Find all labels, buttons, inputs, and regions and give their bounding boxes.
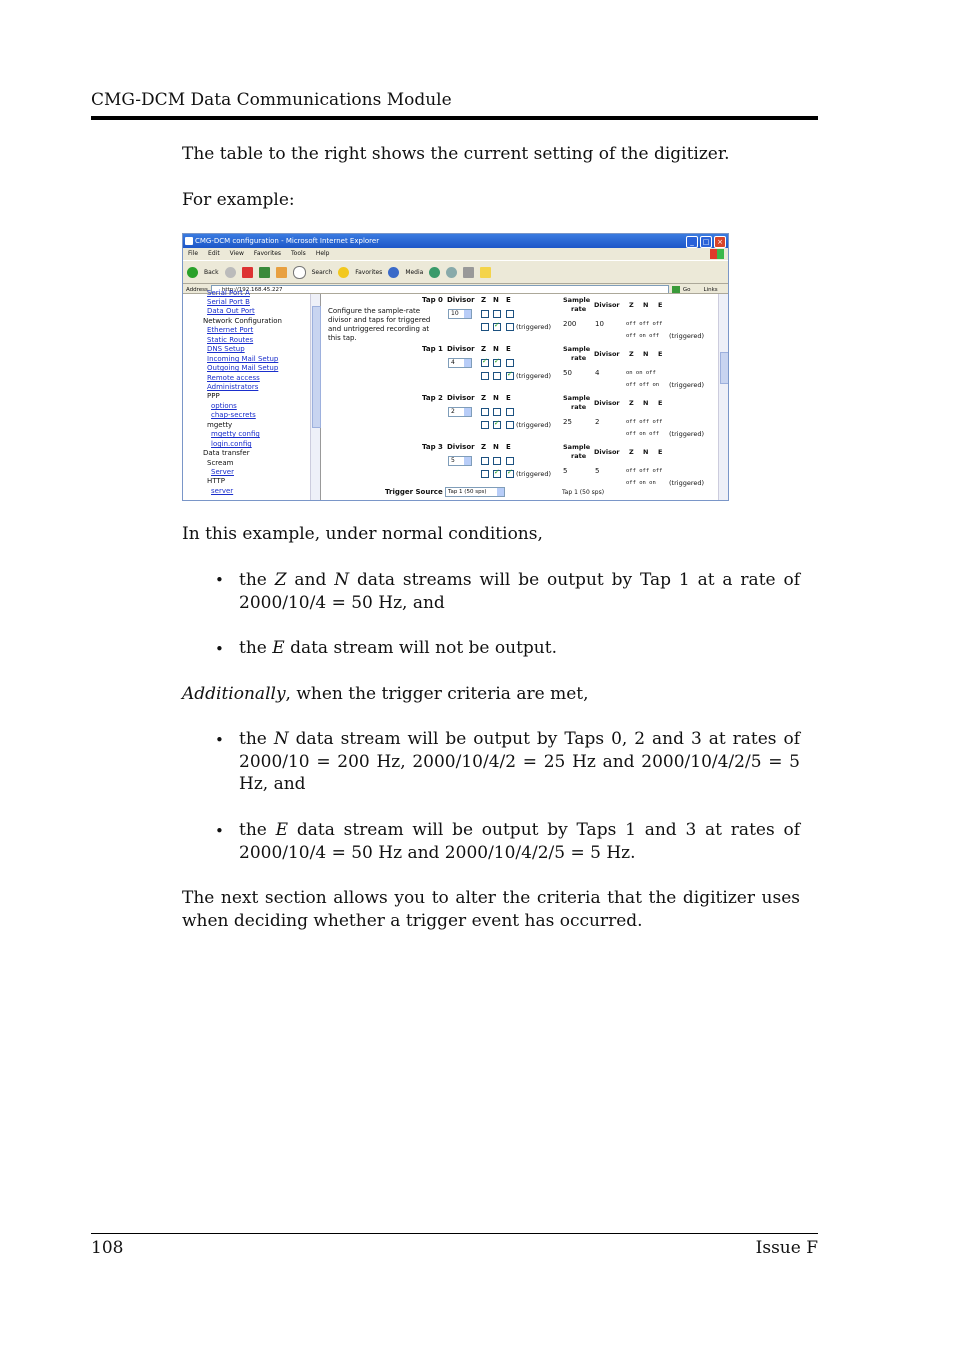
next-section-paragraph: The next section allows you to alter the criteria that the digitizer uses when deciding whether a trigger event has occurred. [182, 888, 800, 931]
normal-checkbox[interactable] [481, 457, 489, 465]
triggered-checkbox[interactable] [493, 323, 501, 331]
window-title: CMG-DCM configuration - Microsoft Internet Explorer [195, 237, 380, 245]
normal-checkbox[interactable] [481, 359, 489, 367]
normal-checkbox[interactable] [506, 359, 514, 367]
divisor-header: Divisor [594, 399, 620, 407]
nav-mgetty: mgetty [207, 421, 233, 429]
nav-remote-access[interactable]: Remote access [207, 374, 260, 382]
triggered-label: (triggered) [669, 479, 705, 487]
nav-http-server[interactable]: server [211, 487, 234, 495]
for-example-paragraph: For example: [182, 190, 295, 210]
triggered-label: (triggered) [669, 332, 705, 340]
n-header: N [493, 345, 499, 353]
stop-icon[interactable] [242, 267, 253, 278]
triggered-streams: off off on [626, 382, 660, 388]
triggered-checkbox[interactable] [481, 372, 489, 380]
bullet-marker: • [215, 731, 224, 749]
maximize-icon[interactable]: □ [700, 236, 712, 248]
nav-scream: Scream [207, 459, 234, 467]
edit-icon[interactable] [480, 267, 491, 278]
menu-help[interactable]: Help [315, 250, 330, 257]
forward-icon[interactable] [225, 267, 236, 278]
triggered-checkbox[interactable] [481, 421, 489, 429]
triggered-checkbox[interactable] [506, 372, 514, 380]
bullet-marker: • [215, 822, 224, 840]
e-header: E [658, 399, 663, 407]
main-frame [321, 294, 728, 501]
divisor-value: 10 [595, 320, 604, 328]
header-rule [91, 116, 818, 120]
nav-login-config[interactable]: login.config [211, 440, 252, 448]
menu-favorites[interactable]: Favorites [253, 250, 282, 257]
n-header: N [493, 394, 499, 402]
e-header: E [506, 345, 511, 353]
menu-bar [183, 248, 728, 260]
tap-description: Configure the sample-rate divisor and taps for triggered and untriggered recording at this tap. [328, 307, 431, 342]
triggered-label: (triggered) [669, 430, 705, 438]
nav-ethernet-port[interactable]: Ethernet Port [207, 326, 254, 334]
triggered-label: (triggered) [516, 372, 552, 380]
triggered-label: (triggered) [516, 470, 552, 478]
e-header: E [506, 443, 511, 451]
bullet-n-triggered: the N data stream will be output by Taps 0, 2 and 3 at rates of 2000/10 = 200 Hz, 2000/10/4/2 = 25 Hz and 2000/10/4/2/5 = 5 Hz, and [239, 729, 801, 794]
media-icon[interactable] [388, 267, 399, 278]
triggered-checkbox[interactable] [493, 372, 501, 380]
normal-streams: off off off [626, 468, 663, 474]
bullet-e-triggered: the E data stream will be output by Taps 1 and 3 at rates of 2000/10/4 = 50 Hz and 2000/10/4/2/5 = 5 Hz. [239, 820, 800, 863]
n-header: N [643, 399, 649, 407]
bullet-marker: • [215, 571, 224, 589]
divisor-header: Divisor [594, 301, 620, 309]
browser-screenshot [182, 233, 729, 501]
z-header: Z [629, 301, 634, 309]
normal-checkbox[interactable] [506, 408, 514, 416]
nav-outgoing-mail-setup[interactable]: Outgoing Mail Setup [207, 364, 279, 372]
nav-data-transfer: Data transfer [203, 449, 250, 457]
go-button[interactable]: Go [682, 286, 691, 293]
triggered-checkbox[interactable] [506, 323, 514, 331]
trigger-source-current: Tap 1 (50 sps) [562, 489, 605, 496]
z-header: Z [481, 394, 487, 402]
tap-label: Tap 3 [422, 443, 443, 451]
favorites-star-icon[interactable] [338, 267, 349, 278]
rate-header: rate [571, 403, 587, 411]
history-icon[interactable] [429, 267, 440, 278]
divisor-value: 4 [595, 369, 600, 377]
rate-header: rate [571, 452, 587, 460]
triggered-checkbox[interactable] [481, 470, 489, 478]
window-titlebar [183, 234, 728, 248]
nav-network-configuration: Network Configuration [203, 317, 282, 325]
toolbar [183, 260, 728, 284]
normal-checkbox[interactable] [493, 457, 501, 465]
nav-ppp: PPP [207, 392, 220, 400]
nav-data-out-port[interactable]: Data Out Port [207, 307, 255, 315]
e-header: E [658, 350, 663, 358]
search-icon[interactable] [293, 266, 306, 279]
under-normal-paragraph: In this example, under normal conditions, [182, 524, 543, 544]
normal-streams: off off off [626, 321, 663, 327]
normal-checkbox[interactable] [506, 457, 514, 465]
normal-streams: off off off [626, 419, 663, 425]
triggered-label: (triggered) [669, 381, 705, 389]
trigger-source-label: Trigger Source [385, 488, 443, 496]
divisor-value: 5 [595, 467, 600, 475]
running-header: CMG-DCM Data Communications Module [91, 90, 452, 110]
intro-paragraph: The table to the right shows the current setting of the digitizer. [182, 144, 730, 164]
n-header: N [643, 350, 649, 358]
nav-scream-server[interactable]: Server [211, 468, 234, 476]
close-icon[interactable]: × [714, 236, 726, 248]
refresh-icon[interactable] [259, 267, 270, 278]
nav-incoming-mail-setup[interactable]: Incoming Mail Setup [207, 355, 279, 363]
links-button[interactable]: Links [703, 286, 718, 293]
triggered-label: (triggered) [516, 323, 552, 331]
e-header: E [506, 296, 511, 304]
trigger-source-select[interactable]: Tap 1 (50 sps) [445, 487, 505, 497]
nav-administrators[interactable]: Administrators [207, 383, 259, 391]
minimize-icon[interactable]: _ [686, 236, 698, 248]
divisor-select[interactable]: 4 [448, 358, 472, 368]
menu-tools[interactable]: Tools [291, 250, 306, 257]
footer-rule [91, 1233, 818, 1234]
triggered-streams: off on off [626, 431, 660, 437]
bullet-e-stream: the E data stream will not be output. [239, 638, 557, 658]
divisor-header: Divisor [447, 443, 475, 451]
rate-header: rate [571, 305, 587, 313]
media-label[interactable]: Media [405, 268, 424, 276]
rate-header: rate [571, 354, 587, 362]
triggered-streams: off on on [626, 480, 656, 486]
tap-label: Tap 0 [422, 296, 443, 304]
z-header: Z [481, 443, 487, 451]
main-scrollbar[interactable] [718, 294, 728, 501]
nav-serial-port-b[interactable]: Serial Port B [207, 298, 250, 306]
nav-chap-secrets[interactable]: chap-secrets [211, 411, 256, 419]
nav-options[interactable]: options [211, 402, 237, 410]
triggered-label: (triggered) [516, 421, 552, 429]
sample-header: Sample [563, 394, 591, 402]
normal-checkbox[interactable] [493, 310, 501, 318]
nav-http: HTTP [207, 477, 225, 485]
address-input[interactable]: http://192.168.45.227 [211, 285, 669, 295]
normal-checkbox[interactable] [506, 310, 514, 318]
sample-header: Sample [563, 345, 591, 353]
bullet-marker: • [215, 640, 224, 658]
z-header: Z [629, 448, 634, 456]
nav-mgetty-config[interactable]: mgetty config [211, 430, 260, 438]
divisor-select[interactable]: 2 [448, 407, 472, 417]
sample-header: Sample [563, 296, 591, 304]
print-icon[interactable] [463, 267, 474, 278]
additionally-paragraph: Additionally, when the trigger criteria are met, [182, 684, 589, 704]
e-header: E [658, 301, 663, 309]
normal-streams: on on off [626, 370, 656, 376]
triggered-checkbox[interactable] [506, 470, 514, 478]
z-header: Z [629, 399, 634, 407]
nav-scrollbar[interactable] [310, 294, 320, 501]
menu-file[interactable]: File [188, 250, 199, 257]
normal-checkbox[interactable] [481, 310, 489, 318]
divisor-select[interactable]: 10 [448, 309, 472, 319]
search-label[interactable]: Search [311, 268, 333, 276]
divisor-select[interactable]: 5 [448, 456, 472, 466]
n-header: N [643, 301, 649, 309]
bullet-z-n-streams: the Z and N data streams will be output by Tap 1 at a rate of 2000/10/4 = 50 Hz, and [239, 570, 800, 613]
n-header: N [643, 448, 649, 456]
nav-static-routes[interactable]: Static Routes [207, 336, 254, 344]
tap-label: Tap 1 [422, 345, 443, 353]
triggered-checkbox[interactable] [481, 323, 489, 331]
triggered-streams: off on off [626, 333, 660, 339]
back-icon[interactable] [187, 267, 198, 278]
e-header: E [658, 448, 663, 456]
divisor-value: 2 [595, 418, 600, 426]
menu-view[interactable]: View [229, 250, 244, 257]
triggered-checkbox[interactable] [493, 470, 501, 478]
normal-checkbox[interactable] [493, 359, 501, 367]
z-header: Z [481, 296, 487, 304]
normal-checkbox[interactable] [481, 408, 489, 416]
normal-checkbox[interactable] [493, 408, 501, 416]
sample-rate-value: 5 [563, 467, 568, 475]
n-header: N [493, 443, 499, 451]
ie-icon [185, 237, 193, 245]
nav-dns-setup[interactable]: DNS Setup [207, 345, 245, 353]
sample-rate-value: 200 [563, 320, 577, 328]
page-number: 108 [91, 1238, 124, 1258]
z-header: Z [481, 345, 487, 353]
menu-edit[interactable]: Edit [208, 250, 220, 257]
divisor-header: Divisor [447, 394, 475, 402]
tap-label: Tap 2 [422, 394, 443, 402]
divisor-header: Divisor [447, 345, 475, 353]
back-label[interactable]: Back [204, 268, 219, 276]
home-icon[interactable] [276, 267, 287, 278]
e-header: E [506, 394, 511, 402]
divisor-header: Divisor [594, 448, 620, 456]
z-header: Z [629, 350, 634, 358]
n-header: N [493, 296, 499, 304]
favorites-label[interactable]: Favorites [355, 268, 383, 276]
divisor-header: Divisor [594, 350, 620, 358]
nav-serial-port-a[interactable]: Serial Port A [207, 289, 250, 297]
windows-logo-icon [710, 249, 724, 259]
triggered-checkbox[interactable] [493, 421, 501, 429]
address-label: Address [186, 286, 208, 293]
triggered-checkbox[interactable] [506, 421, 514, 429]
sample-rate-value: 25 [563, 418, 572, 426]
divisor-header: Divisor [447, 296, 475, 304]
sample-rate-value: 50 [563, 369, 572, 377]
mail-icon[interactable] [446, 267, 457, 278]
issue-label: Issue F [755, 1238, 818, 1258]
sample-header: Sample [563, 443, 591, 451]
